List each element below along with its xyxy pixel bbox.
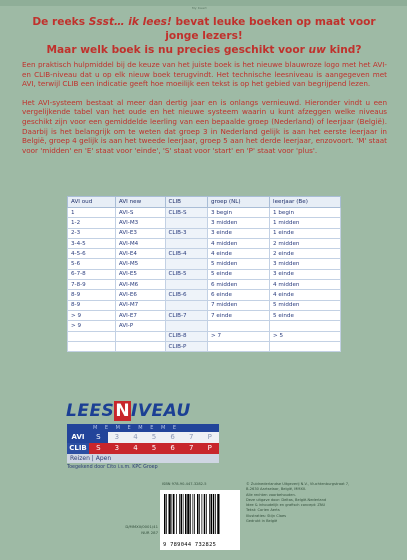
cell-avi-old bbox=[68, 341, 116, 351]
header-leerjaar: leerjaar (Be) bbox=[270, 197, 341, 208]
barcode-bars bbox=[164, 494, 236, 538]
cell-avi-old: 2-3 bbox=[68, 228, 116, 238]
clib-level-cell: 4 bbox=[133, 444, 138, 452]
cell-clib: CLIB-3 bbox=[165, 228, 208, 238]
publisher-line: Tekst: Corien Aerts bbox=[246, 508, 280, 513]
scale-note: Toegekend door Cito i.s.m. KPC Groep bbox=[67, 465, 158, 470]
cell-clib bbox=[165, 321, 208, 331]
table-row bbox=[68, 228, 341, 238]
barcode-bar bbox=[164, 494, 166, 534]
cell-clib bbox=[165, 280, 208, 290]
cell-groep: 7 midden bbox=[208, 300, 270, 310]
nur-code: NUR 287 bbox=[141, 529, 158, 535]
publisher-info bbox=[246, 482, 396, 524]
cell-groep: 6 einde bbox=[208, 290, 270, 300]
cell-groep: 7 einde bbox=[208, 310, 270, 320]
intro-text: De reeks bbox=[32, 16, 89, 28]
barcode-bar bbox=[183, 494, 184, 534]
cell-clib: CLIB-4 bbox=[165, 249, 208, 259]
barcode-bar bbox=[166, 494, 167, 534]
cell-avi-new bbox=[115, 331, 165, 341]
paragraph: Het AVI-systeem bestaat al meer dan dertig jaar en is onlangs vernieuwd. Hieronder vindt u een vergelijkende tabel van het oude en het nieuwe systeem waarin u kunt afzeggen welke niveaus geschikt zijn voor een gemiddelde leerling van een bepaalde groep (Nederland) of leerjaar (België). Daarbij is het belangrijk om te weten dat groep 3 in Nederland gelijk is aan het eerste leerjaar in België, groep 4 gelijk is aan het tweede leerjaar, groep 5 aan het derde leerjaar, enzovoort. 'M' staat voor 'midden' en 'E' staat voor 'einde', 'S' staat voor 'start' en 'P' staat voor 'plus'. bbox=[22, 97, 387, 155]
cell-avi-old: 3-4-5 bbox=[68, 238, 116, 248]
cell-groep: 4 midden bbox=[208, 238, 270, 248]
table-row bbox=[68, 310, 341, 320]
clib-cells bbox=[89, 443, 219, 454]
cell-groep: 5 einde bbox=[208, 269, 270, 279]
cell-groep bbox=[208, 341, 270, 351]
logo-n-badge: N bbox=[115, 401, 131, 421]
table-row bbox=[68, 321, 341, 331]
clib-level-cell: 6 bbox=[170, 444, 175, 452]
publisher-line: Deze uitgave door: Deltas, België-Nederland bbox=[246, 497, 327, 502]
level-scale bbox=[67, 424, 219, 470]
cell-avi-new: AVI-M6 bbox=[115, 280, 165, 290]
table-row bbox=[68, 331, 341, 341]
top-label: My Kaart bbox=[192, 6, 207, 10]
barcode-bar bbox=[213, 494, 215, 534]
header-clib: CLIB bbox=[165, 197, 208, 208]
publisher-line: Idee & inhoudelijk en grafisch concept: ZNU bbox=[246, 503, 326, 508]
table-row bbox=[68, 280, 341, 290]
barcode-bar bbox=[176, 494, 177, 534]
cell-avi-old: 7-8-9 bbox=[68, 280, 116, 290]
header-avi-new: AVI new bbox=[115, 197, 165, 208]
barcode-bar bbox=[185, 494, 187, 534]
scale-footer: Reizen | Apen bbox=[67, 454, 219, 463]
avi-level-cell: 7 bbox=[188, 433, 194, 441]
barcode-bar bbox=[204, 494, 206, 534]
cell-leerjaar: 5 midden bbox=[270, 300, 341, 310]
barcode bbox=[160, 490, 240, 550]
publisher-line: Gedrukt in België bbox=[246, 519, 278, 524]
cell-avi-new: AVI-M7 bbox=[115, 300, 165, 310]
depot-code: D/MMXII/0001/41 bbox=[125, 524, 158, 529]
cell-avi-new: AVI-S bbox=[115, 208, 165, 218]
table-row bbox=[68, 290, 341, 300]
cell-leerjaar: 1 midden bbox=[270, 218, 341, 228]
table-row bbox=[68, 341, 341, 351]
cell-leerjaar: 3 einde bbox=[270, 269, 341, 279]
cell-leerjaar: 5 einde bbox=[270, 310, 341, 320]
cell-leerjaar: 4 midden bbox=[270, 280, 341, 290]
barcode-bar bbox=[193, 494, 194, 534]
barcode-bar bbox=[202, 494, 203, 534]
cell-avi-old: 1 bbox=[68, 208, 116, 218]
clib-level-cell: S bbox=[96, 444, 101, 452]
cell-clib bbox=[165, 238, 208, 248]
table-row bbox=[68, 300, 341, 310]
avi-level-cell: 5 bbox=[151, 433, 157, 441]
barcode-bar bbox=[190, 494, 191, 534]
cell-avi-new: AVI-M4 bbox=[115, 238, 165, 248]
avi-level-cell: P bbox=[207, 433, 212, 441]
cell-clib bbox=[165, 300, 208, 310]
barcode-bar bbox=[187, 494, 189, 534]
table-row bbox=[68, 259, 341, 269]
leesniveau-logo bbox=[66, 401, 191, 421]
barcode-bar bbox=[206, 494, 207, 534]
table-row bbox=[68, 208, 341, 218]
barcode-bar bbox=[173, 494, 175, 534]
cell-leerjaar: 1 begin bbox=[270, 208, 341, 218]
cell-leerjaar: 2 midden bbox=[270, 238, 341, 248]
cell-leerjaar: 1 einde bbox=[270, 228, 341, 238]
intro-text: Maar welk boek is nu precies geschikt voor bbox=[46, 44, 309, 56]
cell-avi-new: AVI-E6 bbox=[115, 290, 165, 300]
barcode-bar bbox=[169, 494, 171, 534]
publisher-line: © Zuidnederlandse Uitgeverij N.V., Vluchtenburgstraat 7, bbox=[246, 482, 350, 486]
cell-avi-old: > 9 bbox=[68, 310, 116, 320]
logo-wordmark bbox=[66, 401, 191, 421]
logo-text: IVEAU bbox=[131, 401, 191, 421]
avi-level-cell: S bbox=[89, 432, 108, 443]
cell-avi-new: AVI-E4 bbox=[115, 249, 165, 259]
avi-label: AVI bbox=[71, 433, 85, 441]
avi-level-cell: 4 bbox=[133, 433, 138, 441]
cell-clib: CLIB-7 bbox=[165, 310, 208, 320]
cell-avi-new: AVI-E3 bbox=[115, 228, 165, 238]
avi-cells bbox=[89, 432, 219, 443]
cell-avi-old: 4-5-6 bbox=[68, 249, 116, 259]
cell-clib bbox=[165, 259, 208, 269]
cell-clib: CLIB-5 bbox=[165, 269, 208, 279]
cell-avi-new: AVI-E7 bbox=[115, 310, 165, 320]
cell-avi-old: 1-2 bbox=[68, 218, 116, 228]
scale-header: M E M E M E M E bbox=[67, 424, 219, 432]
table-row bbox=[68, 238, 341, 248]
cell-clib: CLIB-S bbox=[165, 208, 208, 218]
cell-leerjaar: 2 einde bbox=[270, 249, 341, 259]
cell-groep: 4 einde bbox=[208, 249, 270, 259]
clib-level-cell: 7 bbox=[188, 444, 194, 452]
clib-level-cell: 5 bbox=[151, 444, 157, 452]
barcode-bar bbox=[197, 494, 199, 534]
intro-heading bbox=[24, 15, 384, 57]
cell-leerjaar bbox=[270, 321, 341, 331]
body-text bbox=[22, 60, 387, 164]
publisher-line: B-2630 Aartselaar, België, MMXII. bbox=[246, 487, 307, 492]
clib-label: CLIB bbox=[67, 443, 89, 454]
barcode-bar bbox=[172, 494, 173, 534]
clib-level-cell: P bbox=[207, 444, 212, 452]
barcode-bar bbox=[194, 494, 195, 534]
intro-line-1 bbox=[24, 15, 384, 43]
cell-avi-old: 8-9 bbox=[68, 300, 116, 310]
cell-avi-new: AVI-M3 bbox=[115, 218, 165, 228]
cell-clib: CLIB-P bbox=[165, 341, 208, 351]
series-name: Ssst… ik lees! bbox=[88, 16, 172, 28]
clib-row bbox=[67, 443, 219, 454]
cell-groep: 3 begin bbox=[208, 208, 270, 218]
table-header-row bbox=[68, 197, 341, 208]
barcode-bar bbox=[211, 494, 213, 534]
cell-clib bbox=[165, 218, 208, 228]
intro-line-2 bbox=[24, 43, 384, 57]
cell-avi-new bbox=[115, 341, 165, 351]
intro-text: bevat leuke boeken op maat voor jonge lezers! bbox=[165, 16, 376, 42]
cell-groep: 3 einde bbox=[208, 228, 270, 238]
cell-clib: CLIB-6 bbox=[165, 290, 208, 300]
barcode-bar bbox=[215, 494, 216, 534]
cell-leerjaar bbox=[270, 341, 341, 351]
avi-row bbox=[67, 432, 219, 443]
table-row bbox=[68, 218, 341, 228]
table-row bbox=[68, 249, 341, 259]
barcode-bar bbox=[199, 494, 200, 534]
publisher-line: Illustraties: Stijn Claes bbox=[246, 513, 287, 518]
avi-level-cell: 6 bbox=[170, 433, 175, 441]
cell-groep: > 7 bbox=[208, 331, 270, 341]
cell-avi-old: 5-6 bbox=[68, 259, 116, 269]
cell-avi-old: > 9 bbox=[68, 321, 116, 331]
left-codes bbox=[118, 524, 158, 535]
cell-avi-new: AVI-M5 bbox=[115, 259, 165, 269]
barcode-bar bbox=[181, 494, 183, 534]
cell-avi-new: AVI-E5 bbox=[115, 269, 165, 279]
barcode-bar bbox=[217, 494, 219, 534]
cell-avi-old bbox=[68, 331, 116, 341]
cell-groep: 6 midden bbox=[208, 280, 270, 290]
logo-text: LEES bbox=[66, 401, 115, 421]
cell-groep: 3 midden bbox=[208, 218, 270, 228]
paragraph: Een praktisch hulpmiddel bij de keuze van het juiste boek is het nieuwe blauwroze logo met het AVI- en CLIB-niveau dat u op elk nieuw boek terugvindt. Het technische leesniveau is aangegeven met AVI, terwijl CLIB een indicatie geeft hoe moeilijk een tekst is op het gebied van begrijpend lezen. bbox=[22, 60, 387, 89]
intro-text: kind? bbox=[325, 44, 362, 56]
barcode-number: 9 789044 732825 bbox=[163, 542, 217, 548]
cell-avi-new: AVI-P bbox=[115, 321, 165, 331]
cell-groep bbox=[208, 321, 270, 331]
barcode-bar bbox=[179, 494, 180, 534]
publisher-line: Alle rechten voorbehouden. bbox=[246, 492, 296, 497]
header-groep: groep (NL) bbox=[208, 197, 270, 208]
cell-leerjaar: > 5 bbox=[270, 331, 341, 341]
cell-leerjaar: 3 midden bbox=[270, 259, 341, 269]
cell-groep: 5 midden bbox=[208, 259, 270, 269]
table-row bbox=[68, 269, 341, 279]
avi-clib-table bbox=[67, 196, 341, 352]
isbn-text: ISBN 978-90-447-3282-5 bbox=[162, 482, 207, 486]
header-avi-old: AVI oud bbox=[68, 197, 116, 208]
avi-level-cell: 3 bbox=[114, 433, 120, 441]
cell-avi-old: 6-7-8 bbox=[68, 269, 116, 279]
cell-leerjaar: 4 einde bbox=[270, 290, 341, 300]
cell-clib: CLIB-8 bbox=[165, 331, 208, 341]
clib-level-cell: 3 bbox=[114, 444, 120, 452]
cell-avi-old: 8-9 bbox=[68, 290, 116, 300]
barcode-bar bbox=[209, 494, 210, 534]
intro-emphasis: uw bbox=[308, 44, 326, 56]
